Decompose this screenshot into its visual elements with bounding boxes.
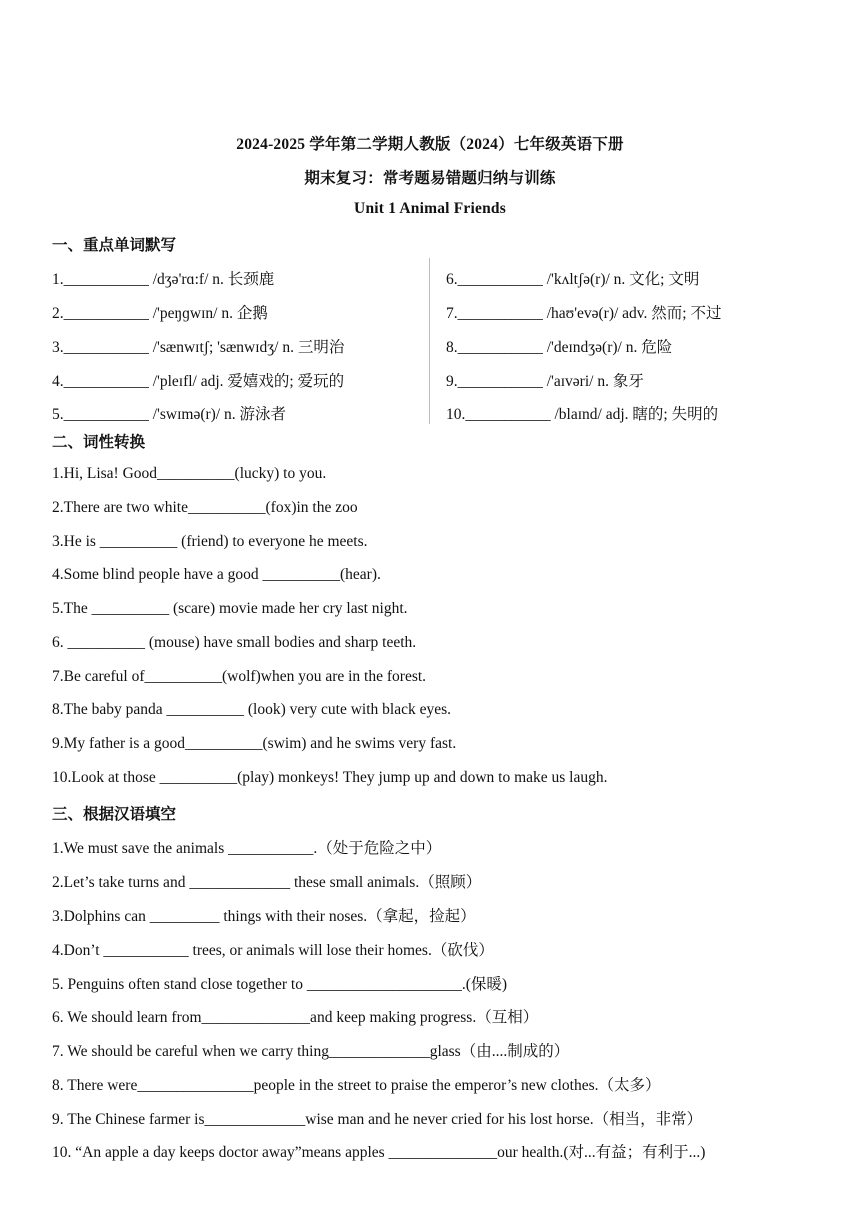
- exercise-item: 9.My father is a good__________(swim) and he swims very fast.: [52, 735, 457, 752]
- vocab-item: 8.___________ /'deɪndʒə(r)/ n. 危险: [446, 339, 673, 356]
- vocab-item: 5.___________ /'swɪmə(r)/ n. 游泳者: [52, 406, 286, 423]
- exercise-item: 2.Let’s take turns and _____________ these small animals.（照顾）: [52, 874, 482, 891]
- exercise-item: 3.He is __________ (friend) to everyone he meets.: [52, 533, 368, 550]
- vocab-item: 10.___________ /blaɪnd/ adj. 瞎的; 失明的: [446, 406, 719, 423]
- unit-title: Unit 1 Animal Friends: [354, 200, 506, 217]
- section1-heading: 一、重点单词默写: [52, 237, 177, 254]
- vocab-item: 2.___________ /'peŋɡwɪn/ n. 企鹅: [52, 305, 268, 322]
- section2-heading: 二、词性转换: [52, 434, 146, 451]
- vocab-item: 6.___________ /'kʌltʃə(r)/ n. 文化; 文明: [446, 271, 700, 288]
- exercise-item: 5.The __________ (scare) movie made her cry last night.: [52, 600, 408, 617]
- exercise-item: 3.Dolphins can _________ things with their noses.（拿起，捡起）: [52, 908, 476, 925]
- exercise-item: 8. There were_______________people in the street to praise the emperor’s new clothes.（太多）: [52, 1077, 661, 1094]
- vocab-item: 3.___________ /'sænwɪtʃ; 'sænwɪdʒ/ n. 三明治: [52, 339, 345, 356]
- section3-heading: 三、根据汉语填空: [52, 806, 177, 823]
- exercise-item: 6. We should learn from______________and keep making progress.（互相）: [52, 1009, 539, 1026]
- vocab-item: 4.___________ /'pleɪfl/ adj. 爱嬉戏的; 爱玩的: [52, 373, 345, 390]
- exercise-item: 2.There are two white__________(fox)in the zoo: [52, 499, 358, 516]
- exercise-item: 9. The Chinese farmer is_____________wise man and he never cried for his lost horse.（相当，非常）: [52, 1111, 703, 1128]
- exercise-item: 6. __________ (mouse) have small bodies and sharp teeth.: [52, 634, 417, 651]
- vocab-item: 1.___________ /dʒə'rɑ:f/ n. 长颈鹿: [52, 271, 275, 288]
- exercise-item: 10.Look at those __________(play) monkeys! They jump up and down to make us laugh.: [52, 769, 608, 786]
- column-divider: [429, 258, 430, 424]
- exercise-item: 1.We must save the animals ___________.（处于危险之中）: [52, 840, 442, 857]
- exercise-item: 8.The baby panda __________ (look) very cute with black eyes.: [52, 701, 452, 718]
- exercise-item: 10. “An apple a day keeps doctor away”means apples ______________our health.(对...有益；有利于...): [52, 1144, 706, 1161]
- exercise-item: 7.Be careful of__________(wolf)when you are in the forest.: [52, 668, 427, 685]
- worksheet-title: 2024-2025 学年第二学期人教版（2024）七年级英语下册: [236, 136, 624, 153]
- exercise-item: 4.Some blind people have a good __________(hear).: [52, 566, 381, 583]
- exercise-item: 5. Penguins often stand close together to ____________________.(保暖): [52, 976, 508, 993]
- exercise-item: 7. We should be careful when we carry thing_____________glass（由....制成的）: [52, 1043, 570, 1060]
- exercise-item: 1.Hi, Lisa! Good__________(lucky) to you.: [52, 465, 327, 482]
- vocab-item: 7.___________ /haʊ'evə(r)/ adv. 然而; 不过: [446, 305, 722, 322]
- vocab-item: 9.___________ /'aɪvəri/ n. 象牙: [446, 373, 644, 390]
- worksheet-subtitle: 期末复习：常考题易错题归纳与训练: [304, 170, 556, 187]
- exercise-item: 4.Don’t ___________ trees, or animals will lose their homes.（砍伐）: [52, 942, 494, 959]
